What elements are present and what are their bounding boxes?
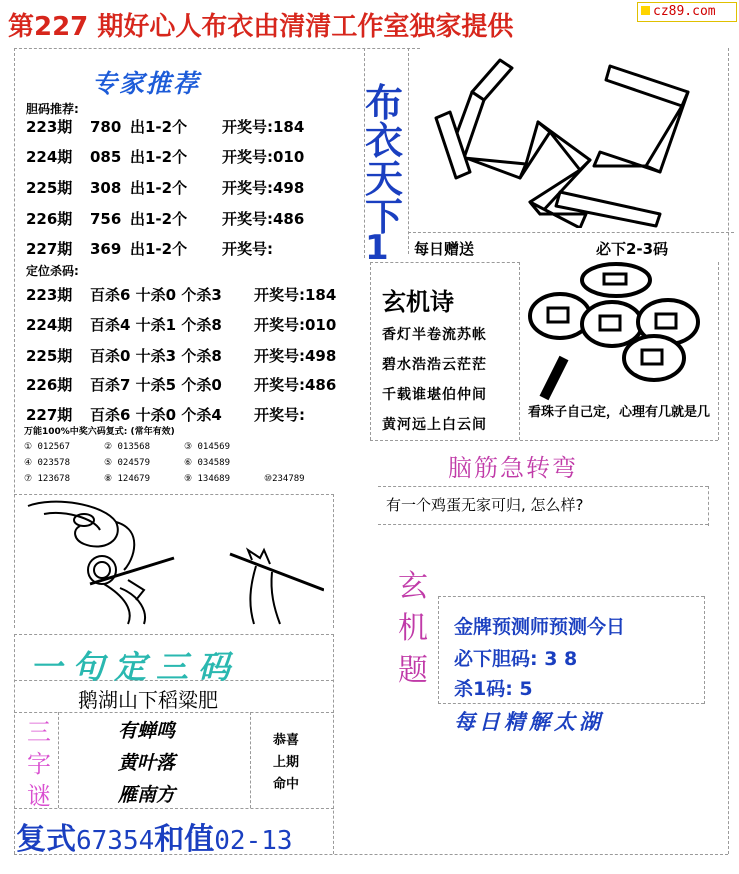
riddle-line: 黄叶落	[118, 752, 176, 774]
dan-label: 胆码推荐:	[26, 102, 79, 116]
kill-period: 223期	[26, 286, 73, 304]
divider	[333, 634, 334, 854]
divider	[250, 712, 251, 808]
kill-one-line: 杀1码: 5	[454, 678, 533, 700]
divider	[378, 524, 708, 525]
poem-line: 黄河远上白云间	[382, 417, 487, 433]
dan-row	[26, 177, 362, 198]
divider	[14, 494, 334, 495]
dan-nums: 085	[90, 148, 122, 166]
kill-row	[26, 374, 364, 395]
dan-note: 出1-2个	[130, 210, 188, 228]
brain-teaser-question: 有一个鸡蛋无家可归, 怎么样?	[386, 496, 584, 514]
combo-item: ⑦ 123678	[24, 474, 70, 484]
congrats-stack	[266, 730, 306, 796]
fushi-label: 复式	[16, 822, 76, 857]
combo-item: ② 013568	[104, 442, 150, 452]
combo-item: ⑨ 134689	[184, 474, 230, 484]
dan-result: 开奖号:184	[222, 118, 305, 136]
kill-result: 开奖号:184	[254, 286, 337, 304]
brain-teaser-title: 脑筋急转弯	[448, 454, 578, 482]
divider	[333, 494, 334, 628]
dan-period: 225期	[26, 179, 73, 197]
dan-note: 出1-2个	[130, 148, 188, 166]
divider	[438, 596, 439, 704]
combo-item: ⑥ 034589	[184, 458, 230, 468]
square-icon	[641, 6, 650, 15]
kill-period: 227期	[26, 406, 73, 424]
xuanji-char: 玄	[398, 569, 428, 604]
dan-note: 出1-2个	[130, 240, 188, 258]
dan-period: 227期	[26, 240, 73, 258]
poem-line: 千载谁堪伯仲间	[382, 387, 487, 403]
dan-period: 224期	[26, 148, 73, 166]
dan-note: 出1-2个	[130, 118, 188, 136]
divider	[378, 486, 708, 487]
dan-result: 开奖号:	[222, 240, 273, 258]
sum-label: 和值	[154, 822, 215, 857]
kill-row	[26, 284, 364, 305]
congrats-line: 恭喜	[272, 733, 299, 748]
must-hit: 必下2-3码	[596, 240, 669, 258]
coins-illustration	[524, 262, 718, 402]
divider	[408, 232, 734, 233]
fushi-line	[16, 814, 293, 858]
divider	[14, 634, 334, 635]
kill-kill: 百杀6 十杀0 个杀4	[90, 406, 222, 424]
kill-row	[26, 314, 364, 335]
kill-result: 开奖号:010	[254, 316, 337, 334]
gold-predictor-line: 金牌预测师预测今日	[454, 616, 626, 638]
one-sentence-text: 鹅湖山下稻粱肥	[78, 688, 218, 712]
congrats-line: 上期	[272, 755, 299, 770]
dan-nums: 308	[90, 179, 122, 197]
poem-title: 玄机诗	[382, 288, 454, 316]
snail-hands-illustration	[24, 500, 324, 626]
site-badge[interactable]	[637, 2, 737, 22]
daily-taihu: 每日精解太湖	[454, 710, 604, 734]
combo-heading: 万能100%中奖六码复式: (常年有效)	[24, 427, 175, 437]
kill-period: 226期	[26, 376, 73, 394]
combo-item: ⑤ 024579	[104, 458, 150, 468]
kill-period: 225期	[26, 347, 73, 365]
divider	[58, 712, 59, 808]
divider	[14, 808, 334, 809]
fushi-value: 67354	[76, 826, 155, 856]
divider	[438, 703, 704, 704]
dan-nums: 369	[90, 240, 122, 258]
kill-row	[26, 345, 364, 366]
divider	[14, 48, 420, 49]
divider	[370, 262, 371, 440]
dan-result: 开奖号:486	[222, 210, 305, 228]
kill-kill: 百杀6 十杀0 个杀3	[90, 286, 222, 304]
kill-result: 开奖号:498	[254, 347, 337, 365]
dan-result: 开奖号:498	[222, 179, 305, 197]
combo-item: ④ 023578	[24, 458, 70, 468]
buyi-number: 1	[365, 228, 389, 268]
divider	[718, 262, 719, 440]
dan-period: 223期	[26, 118, 73, 136]
sum-value: 02-13	[214, 826, 293, 856]
combo-item: ⑩234789	[264, 474, 305, 484]
daily-gift: 每日赠送	[414, 240, 475, 258]
xuanji-char: 机	[398, 611, 428, 646]
dan-row	[26, 238, 362, 259]
one-sentence-title: 一句定三码	[30, 648, 241, 686]
combo-item: ⑧ 124679	[104, 474, 150, 484]
dan-period: 226期	[26, 210, 73, 228]
dan-row	[26, 208, 362, 229]
sanzi-char: 字	[27, 750, 51, 778]
three-char-riddle-title	[20, 716, 58, 812]
site-badge-text: cz89.com	[653, 4, 716, 19]
page-title: 第227 期好心人布衣由清清工作室独家提供	[8, 12, 514, 42]
sanzi-char: 三	[27, 718, 51, 746]
kill-kill: 百杀7 十杀5 个杀0	[90, 376, 222, 394]
combo-item: ① 012567	[24, 442, 70, 452]
poem-line: 香灯半卷流苏帐	[382, 327, 487, 343]
poem-line: 碧水浩浩云茫茫	[382, 357, 487, 373]
xuanji-char: 题	[398, 653, 428, 688]
kill-result: 开奖号:486	[254, 376, 337, 394]
buyi-vertical-title	[354, 81, 414, 239]
divider	[708, 486, 709, 526]
coins-caption: 看珠子自己定，心理有几就是几	[528, 405, 711, 420]
buyi-char: 衣	[364, 119, 403, 163]
divider	[370, 262, 520, 263]
kill-result: 开奖号:	[254, 406, 305, 424]
riddle-line: 雁南方	[118, 784, 176, 806]
kill-kill: 百杀0 十杀3 个杀8	[90, 347, 222, 365]
xuanji-question-vertical-title	[392, 566, 434, 692]
dan-row	[26, 116, 362, 137]
congrats-line: 命中	[272, 777, 299, 792]
divider	[370, 440, 718, 441]
kill-label: 定位杀码:	[26, 264, 79, 278]
kill-period: 224期	[26, 316, 73, 334]
riddle-line: 有蝉鸣	[118, 720, 176, 742]
sticks-illustration	[410, 52, 728, 228]
divider	[438, 596, 704, 597]
dan-row	[26, 146, 362, 167]
expert-title: 专家推荐	[92, 69, 201, 98]
kill-kill: 百杀4 十杀1 个杀8	[90, 316, 222, 334]
buyi-char: 布	[364, 81, 403, 125]
dan-nums: 756	[90, 210, 122, 228]
divider	[14, 48, 15, 628]
dan-note: 出1-2个	[130, 179, 188, 197]
divider	[519, 262, 520, 440]
buyi-char: 下	[364, 195, 403, 239]
sanzi-char: 谜	[27, 782, 51, 810]
must-dan-line: 必下胆码: 3 8	[454, 648, 578, 670]
divider	[704, 596, 705, 704]
divider	[728, 48, 729, 854]
buyi-char: 天	[364, 157, 403, 201]
combo-item: ③ 014569	[184, 442, 230, 452]
dan-result: 开奖号:010	[222, 148, 305, 166]
divider	[14, 634, 15, 854]
kill-row	[26, 404, 364, 425]
dan-nums: 780	[90, 118, 122, 136]
